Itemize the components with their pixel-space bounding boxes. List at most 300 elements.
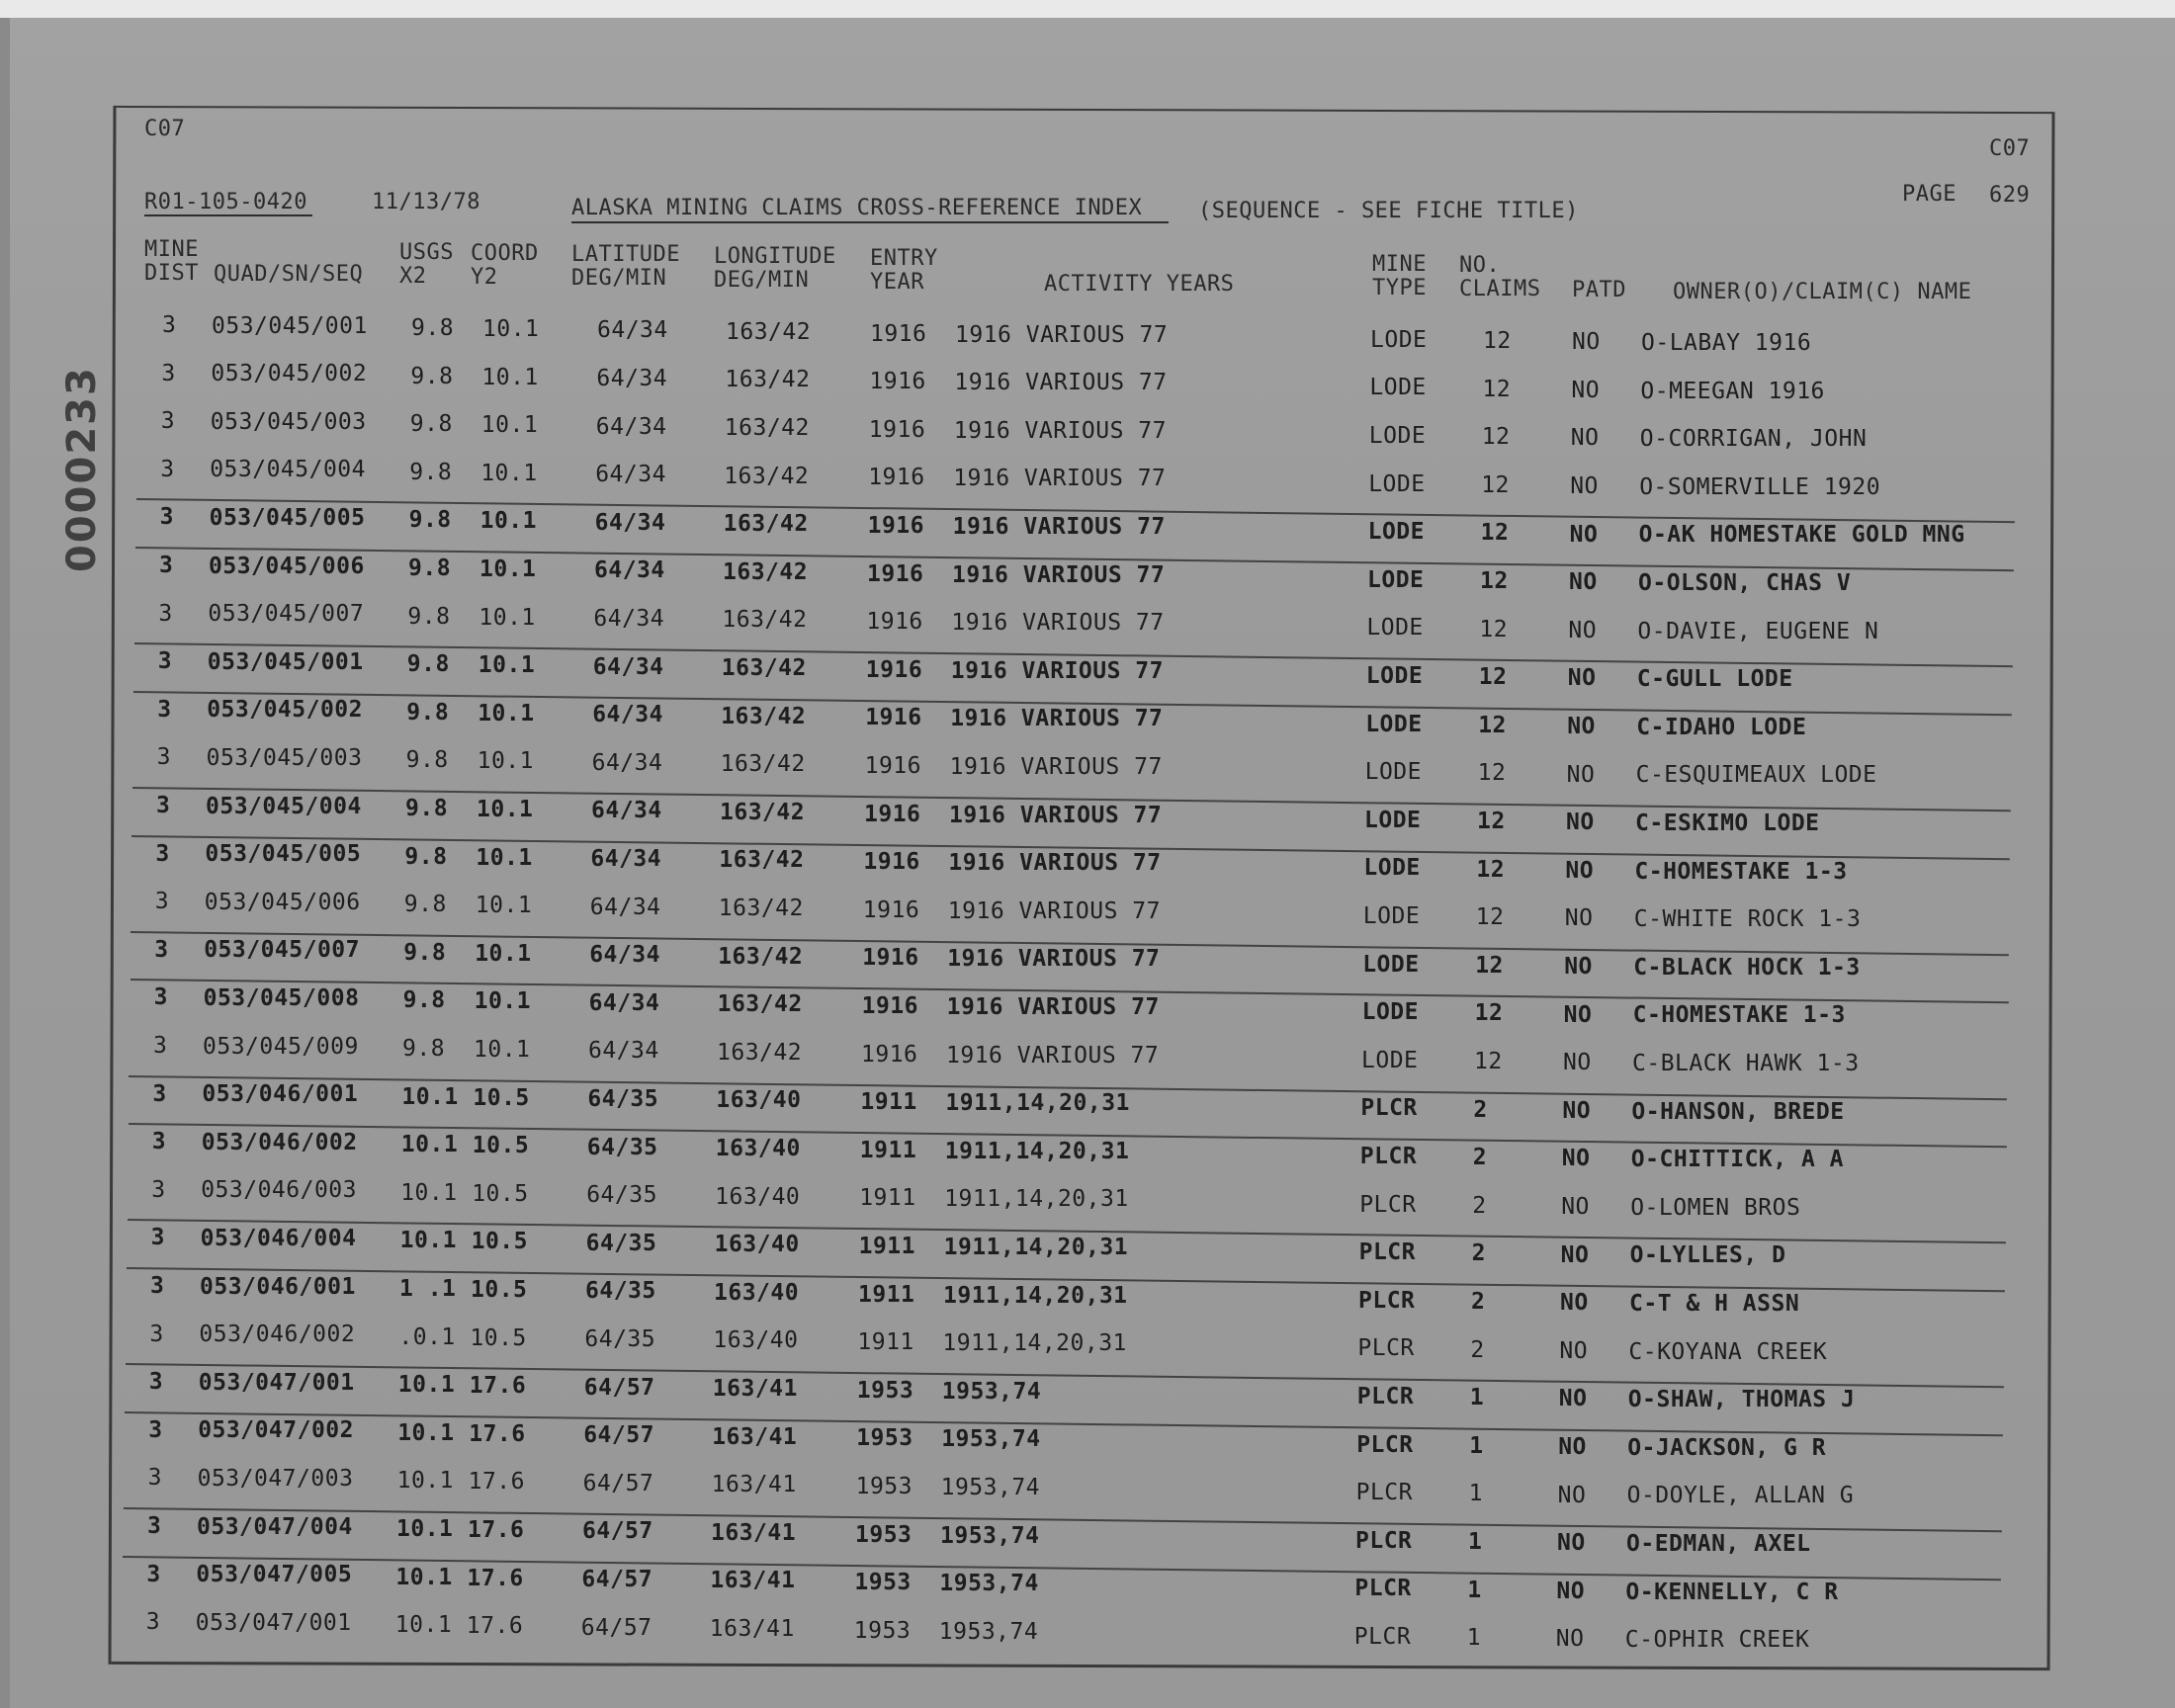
cell-quad: 053/045/002 [207,697,364,724]
cell-x2: 9.8 [411,315,455,342]
cell-lon: 163/42 [723,558,809,585]
cell-pato: NO [1559,1337,1589,1364]
cell-claims: 2 [1472,1192,1487,1219]
column-header-mine-dist-line-1: MINE [144,237,199,262]
cell-claims: 12 [1481,471,1510,498]
cell-lat: 64/57 [582,1518,653,1545]
cell-x2: 10.1 [395,1564,453,1590]
cell-pato: NO [1567,665,1597,692]
report-title: ALASKA MINING CLAIMS CROSS-REFERENCE INDEX [571,196,1143,220]
cell-lon: 163/41 [710,1568,796,1594]
cell-pato: NO [1565,857,1595,884]
cell-claims: 2 [1471,1289,1486,1316]
cell-activity: 1916 VARIOUS 77 [950,657,1165,684]
cell-type: LODE [1367,566,1425,593]
cell-claims: 1 [1466,1625,1482,1652]
cell-dist: 3 [154,889,170,915]
cell-x2: 9.8 [403,939,447,966]
cell-quad: 053/045/004 [206,793,362,819]
cell-x2: .0.1 [398,1324,456,1350]
cell-name: C-ESQUIMEAUX LODE [1635,762,1877,789]
cell-dist: 3 [157,648,173,675]
cell-x2: 9.8 [406,651,450,678]
cell-x2: 9.8 [405,747,449,774]
cell-entry: 1953 [856,1425,914,1452]
cell-dist: 3 [147,1465,162,1492]
cell-dist: 3 [157,696,172,723]
cell-quad: 053/046/002 [199,1322,356,1348]
cell-entry: 1911 [857,1329,914,1356]
cell-y2: 10.1 [479,555,537,582]
cell-type: PLCR [1358,1287,1416,1314]
cell-quad: 053/045/005 [205,841,362,868]
cell-lon: 163/42 [720,751,806,778]
film-edge [0,0,2175,18]
cell-activity: 1953,74 [940,1522,1040,1549]
cell-y2: 10.5 [472,1133,530,1159]
cell-activity: 1916 VARIOUS 77 [949,802,1163,828]
cell-lon: 163/42 [720,799,806,825]
cell-claims: 12 [1482,376,1512,402]
cell-lat: 64/34 [588,1038,659,1065]
cell-activity: 1911,14,20,31 [944,1138,1130,1164]
cell-activity: 1916 VARIOUS 77 [950,706,1164,732]
cell-quad: 053/045/005 [209,505,366,532]
cell-name: C-ESKIMO LODE [1635,811,1820,836]
cell-dist: 3 [148,1416,163,1443]
report-id: R01-105-0420 [144,190,307,214]
cell-quad: 053/045/001 [212,312,368,339]
cell-lat: 64/34 [592,653,664,680]
cell-quad: 053/047/001 [195,1609,352,1636]
cell-name: C-T & H ASSN [1629,1291,1800,1317]
cell-y2: 10.1 [475,893,533,919]
cell-type: PLCR [1357,1335,1415,1362]
cell-entry: 1916 [870,320,927,347]
cell-type: LODE [1362,951,1420,978]
cell-quad: 053/046/001 [200,1273,356,1300]
cell-type: LODE [1364,807,1422,833]
cell-dist: 3 [160,456,175,482]
cell-name: O-LYLLES, D [1629,1242,1786,1269]
cell-lat: 64/35 [586,1134,658,1160]
cell-pato: NO [1560,1241,1590,1268]
cell-name: O-OLSON, CHAS V [1638,570,1852,596]
cell-pato: NO [1564,905,1594,932]
cell-lat: 64/34 [593,605,665,632]
cell-lat: 64/34 [595,413,667,440]
cell-x2: 1 .1 [399,1276,457,1303]
cell-activity: 1916 VARIOUS 77 [952,561,1166,588]
cell-dist: 3 [153,984,168,1011]
cell-claims: 12 [1475,904,1505,931]
cell-entry: 1953 [854,1570,912,1596]
cell-lat: 64/34 [590,845,662,872]
cell-dist: 3 [154,936,169,963]
cell-quad: 053/045/003 [210,408,367,435]
cell-y2: 17.6 [468,1469,525,1495]
cell-quad: 053/045/007 [204,937,361,964]
cell-quad: 053/047/003 [197,1466,354,1493]
cell-entry: 1916 [866,609,923,636]
cell-pato: NO [1572,329,1601,356]
cell-quad: 053/045/003 [206,745,363,772]
cell-lon: 163/42 [724,415,810,442]
cell-pato: NO [1557,1530,1586,1557]
cell-lon: 163/40 [715,1183,801,1210]
cell-y2: 10.5 [472,1180,529,1207]
cell-name: C-IDAHO LODE [1636,714,1807,740]
cell-y2: 10.1 [478,604,536,631]
cell-quad: 053/047/004 [197,1513,353,1540]
column-header-mine-type-line-1: MINE [1372,251,1427,277]
cell-lon: 163/41 [711,1472,797,1498]
cell-name: O-LOMEN BROS [1630,1194,1801,1221]
cell-type: LODE [1361,999,1419,1026]
cell-quad: 053/047/005 [196,1562,353,1588]
cell-entry: 1916 [862,945,919,972]
cell-type: PLCR [1358,1239,1416,1266]
cell-entry: 1916 [863,849,920,876]
cell-pato: NO [1566,761,1596,788]
cell-name: O-SOMERVILLE 1920 [1639,473,1881,500]
cell-x2: 10.1 [401,1083,459,1110]
cell-y2: 10.5 [470,1324,527,1351]
cell-activity: 1916 VARIOUS 77 [953,417,1168,444]
column-header-longitude-line-2: DEG/MIN [714,267,810,293]
page-label: PAGE [1902,182,1957,207]
cell-lat: 64/34 [589,894,661,920]
column-header-usgs-x2-line-2: X2 [399,264,427,290]
cell-y2: 10.1 [480,460,538,486]
fiche-number: 0000233 [59,366,105,573]
cell-lat: 64/34 [592,702,663,728]
cell-quad: 053/045/006 [204,889,361,915]
cell-quad: 053/047/002 [198,1417,355,1444]
cell-y2: 10.1 [482,315,540,342]
cell-pato: NO [1556,1578,1586,1604]
cell-x2: 9.8 [410,363,454,389]
cell-claims: 12 [1478,664,1508,691]
cell-activity: 1953,74 [941,1378,1042,1405]
cell-lon: 163/40 [714,1232,800,1258]
cell-lat: 64/34 [596,365,668,391]
cell-dist: 3 [150,1225,165,1251]
cell-type: LODE [1368,422,1427,449]
cell-name: C-OPHIR CREEK [1624,1627,1810,1654]
cell-x2: 9.8 [406,699,450,726]
cell-dist: 3 [153,1033,168,1060]
cell-activity: 1911,14,20,31 [945,1090,1130,1117]
cell-x2: 9.8 [408,507,452,534]
cell-type: LODE [1365,711,1423,737]
cell-activity: 1916 VARIOUS 77 [953,466,1167,492]
cell-dist: 3 [160,408,176,435]
cell-activity: 1916 VARIOUS 77 [955,321,1169,348]
cell-activity: 1916 VARIOUS 77 [947,946,1161,973]
cell-activity: 1953,74 [938,1618,1039,1645]
cell-activity: 1916 VARIOUS 77 [946,994,1160,1021]
cell-x2: 10.1 [399,1228,457,1254]
cell-dist: 3 [149,1321,164,1347]
cell-pato: NO [1567,713,1596,739]
cell-lat: 64/34 [588,989,660,1016]
cell-pato: NO [1563,1050,1592,1076]
cell-y2: 10.1 [474,1036,531,1063]
cell-pato: NO [1557,1482,1587,1508]
cell-pato: NO [1558,1386,1588,1412]
cell-name: O-DOYLE, ALLAN G [1626,1483,1855,1509]
cell-dist: 3 [152,1080,167,1107]
cell-dist: 3 [151,1129,167,1155]
cell-lon: 163/42 [726,318,812,345]
cell-name: C-BLACK HAWK 1-3 [1632,1051,1860,1076]
cell-activity: 1916 VARIOUS 77 [952,514,1166,541]
cell-dist: 3 [155,840,170,867]
cell-claims: 1 [1468,1529,1483,1556]
cell-lat: 64/34 [589,942,660,969]
cell-dist: 3 [159,553,174,579]
cell-y2: 10.5 [471,1276,528,1303]
cell-type: LODE [1362,902,1421,929]
cell-activity: 1916 VARIOUS 77 [951,610,1165,637]
cell-y2: 10.1 [479,508,537,535]
cell-name: O-DAVIE, EUGENE N [1637,618,1879,644]
cell-y2: 17.6 [468,1516,525,1543]
cell-entry: 1916 [864,801,921,827]
cell-lat: 64/34 [595,462,666,488]
cell-lon: 163/42 [721,703,807,729]
cell-lon: 163/42 [717,991,803,1018]
cell-quad: 053/046/003 [201,1177,358,1204]
cell-claims: 2 [1473,1096,1488,1123]
cell-type: LODE [1368,470,1426,497]
cell-lat: 64/57 [580,1614,652,1641]
cell-entry: 1953 [855,1521,913,1548]
cell-claims: 12 [1478,712,1507,738]
cell-entry: 1916 [862,897,920,923]
column-header-longitude-line-1: LONGITUDE [714,243,836,269]
cell-activity: 1911,14,20,31 [944,1186,1129,1213]
cell-type: PLCR [1353,1623,1412,1650]
cell-entry: 1911 [859,1185,916,1212]
cell-activity: 1916 VARIOUS 77 [946,1042,1160,1068]
cell-lon: 163/42 [724,463,810,489]
cell-claims: 12 [1480,568,1509,595]
cell-activity: 1953,74 [939,1571,1039,1597]
cell-claims: 12 [1479,616,1509,642]
cell-pato: NO [1570,425,1600,452]
cell-x2: 9.8 [409,459,453,485]
corner-code-left: C07 [144,117,186,141]
cell-x2: 10.1 [400,1179,458,1206]
column-header-quad-line-2: QUAD/SN/SEQ [214,261,364,287]
cell-quad: 053/046/002 [201,1129,358,1155]
cell-y2: 10.1 [477,748,534,775]
cell-name: O-MEEGAN 1916 [1640,378,1825,404]
cell-name: C-HOMESTAKE 1-3 [1632,1002,1846,1029]
cell-x2: 10.1 [394,1612,453,1639]
cell-x2: 9.8 [404,843,448,870]
cell-pato: NO [1555,1626,1585,1653]
cell-entry: 1911 [859,1137,917,1163]
cell-quad: 053/046/001 [202,1081,359,1108]
cell-claims: 12 [1474,1049,1503,1075]
cell-dist: 3 [150,1273,165,1300]
cell-lat: 64/34 [594,509,666,536]
cell-dist: 3 [159,504,174,531]
cell-dist: 3 [156,744,171,771]
cell-claims: 12 [1477,760,1507,787]
cell-dist: 3 [156,793,171,819]
cell-pato: NO [1560,1290,1589,1317]
cell-entry: 1911 [858,1234,915,1260]
cell-type: LODE [1367,519,1425,546]
cell-type: LODE [1364,759,1422,786]
cell-claims: 12 [1476,856,1506,883]
cell-type: PLCR [1360,1095,1418,1122]
cell-type: LODE [1369,375,1427,401]
cell-name: O-SHAW, THOMAS J [1627,1387,1856,1413]
cell-x2: 9.8 [409,411,453,438]
cell-claims: 12 [1481,424,1511,451]
cell-pato: NO [1561,1193,1590,1220]
cell-x2: 10.1 [400,1132,459,1158]
cell-entry: 1953 [853,1617,912,1644]
cell-name: O-AK HOMESTAKE GOLD MNG [1638,522,1965,549]
cell-quad: 053/045/006 [209,553,365,579]
cell-lon: 163/41 [709,1616,795,1643]
cell-lat: 64/57 [581,1566,653,1592]
cell-lon: 163/41 [712,1376,798,1403]
cell-lat: 64/34 [591,749,663,776]
cell-pato: NO [1569,521,1599,548]
cell-lat: 64/35 [587,1085,659,1112]
column-header-no-claims-line-2: CLAIMS [1459,276,1541,301]
cell-quad: 053/045/002 [211,361,368,387]
cell-claims: 1 [1469,1385,1485,1411]
column-header-mine-dist-line-2: DIST [144,261,199,286]
cell-y2: 10.5 [471,1229,528,1255]
cell-activity: 1916 VARIOUS 77 [948,850,1162,877]
cell-type: PLCR [1356,1431,1414,1458]
cell-dist: 3 [147,1513,162,1540]
cell-x2: 10.1 [396,1516,454,1543]
cell-lat: 64/34 [591,798,662,824]
cell-pato: NO [1568,617,1598,643]
cell-type: LODE [1370,326,1428,353]
cell-lon: 163/40 [714,1279,800,1306]
column-header-coord-y2-line-2: Y2 [471,264,498,290]
corner-code-right: C07 [1989,136,2031,161]
cell-name: C-KOYANA CREEK [1628,1338,1828,1365]
cell-claims: 12 [1474,1000,1504,1027]
cell-pato: NO [1571,377,1601,403]
cell-entry: 1916 [861,1041,918,1068]
column-header-pato-line-2: PATD [1572,278,1626,303]
cell-claims: 12 [1475,952,1504,979]
cell-y2: 17.6 [467,1565,524,1591]
cell-activity: 1953,74 [941,1426,1041,1453]
cell-x2: 9.8 [402,1036,446,1063]
cell-claims: 2 [1472,1145,1488,1171]
cell-claims: 12 [1483,328,1512,355]
cell-dist: 3 [162,312,177,339]
cell-entry: 1953 [855,1474,913,1500]
cell-x2: 10.1 [397,1372,456,1399]
cell-activity: 1916 VARIOUS 77 [949,754,1163,781]
cell-x2: 9.8 [408,555,452,582]
cell-entry: 1916 [865,705,922,731]
cell-entry: 1916 [869,369,926,395]
report-id-underline [144,214,312,216]
cell-lon: 163/42 [721,655,807,682]
cell-y2: 17.6 [466,1613,524,1640]
cell-type: PLCR [1356,1383,1415,1409]
cell-type: PLCR [1354,1576,1412,1602]
cell-y2: 17.6 [469,1420,526,1447]
film-shadow [0,18,10,1708]
cell-quad: 053/047/001 [198,1369,355,1396]
cell-quad: 053/045/008 [203,985,360,1012]
cell-pato: NO [1566,810,1595,836]
cell-lon: 163/42 [718,896,804,922]
cell-quad: 053/045/004 [210,457,367,483]
cell-activity: 1953,74 [940,1475,1041,1501]
cell-dist: 3 [145,1609,161,1636]
cell-lon: 163/41 [712,1423,798,1450]
cell-entry: 1916 [865,656,923,683]
cell-y2: 10.1 [474,988,531,1015]
column-header-mine-type-line-2: TYPE [1372,275,1427,300]
cell-y2: 10.5 [473,1084,530,1111]
cell-lat: 64/35 [586,1182,657,1209]
cell-name: C-HOMESTAKE 1-3 [1634,858,1848,885]
column-header-usgs-x2-line-1: USGS [399,240,454,266]
cell-lon: 163/41 [711,1519,797,1546]
cell-name: O-CHITTICK, A A [1630,1147,1845,1173]
cell-type: PLCR [1355,1527,1413,1554]
cell-y2: 10.1 [478,652,536,679]
cell-activity: 1916 VARIOUS 77 [954,370,1168,396]
cell-x2: 10.1 [396,1468,454,1494]
cell-claims: 1 [1469,1432,1484,1459]
column-header-latitude-line-1: LATITUDE [571,242,680,268]
cell-type: LODE [1366,615,1424,641]
cell-name: O-HANSON, BREDE [1631,1098,1845,1125]
cell-y2: 10.1 [478,700,535,726]
column-header-no-claims-line-1: NO. [1459,252,1501,278]
cell-type: PLCR [1359,1191,1417,1218]
column-header-owner-claim-line-2: OWNER(O)/CLAIM(C) NAME [1673,279,1972,304]
cell-claims: 2 [1470,1336,1485,1363]
sequence-note: (SEQUENCE - SEE FICHE TITLE) [1198,199,1579,223]
cell-pato: NO [1563,1001,1593,1028]
cell-entry: 1953 [856,1377,914,1404]
cell-lat: 64/34 [594,557,665,584]
cell-claims: 12 [1480,520,1510,547]
cell-lat: 64/57 [583,1422,654,1449]
report-date: 11/13/78 [372,190,480,214]
cell-lat: 64/35 [584,1325,656,1352]
cell-activity: 1911,14,20,31 [943,1235,1129,1261]
cell-pato: NO [1561,1146,1591,1172]
cell-y2: 10.1 [475,940,532,967]
cell-y2: 10.1 [481,364,539,390]
cell-name: O-CORRIGAN, JOHN [1639,426,1868,453]
cell-lon: 163/42 [718,943,804,970]
column-header-entry-year-line-2: YEAR [870,269,924,295]
